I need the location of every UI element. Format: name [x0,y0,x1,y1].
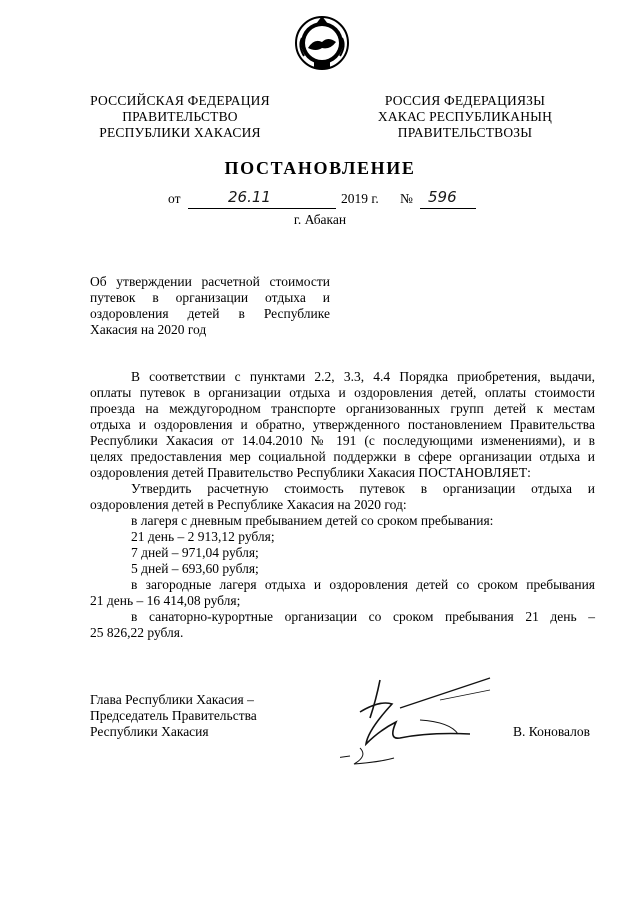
price-item: 5 дней – 693,60 рубля; [131,561,259,576]
header-left-line-2: ПРАВИТЕЛЬСТВО [122,109,238,124]
handwritten-signature [340,660,510,780]
header-right-line-1: РОССИЯ ФЕДЕРАЦИЯЗЫ [384,93,546,108]
body-line: Республики Хакасия от 14.04.2010 № 191 (с последующими изменениями), и в [90,433,595,448]
body-line: Утвердить расчетную стоимость путевок в организации отдыха и [131,481,595,496]
body-line: В соответствии с пунктами 2.2, 3.3, 4.4 Порядка приобретения, выдачи, [131,369,595,384]
price-item: 7 дней – 971,04 рубля; [131,545,259,560]
header-right-line-3: ПРАВИТЕЛЬСТВОЗЫ [397,125,533,140]
body-line: оплаты путевок в организации отдыха и оздоровления детей, оплаты стоимости [90,385,595,400]
date-handwritten: 26.11 [228,188,271,206]
body-line: в загородные лагеря отдыха и оздоровления детей со сроком пребывания [131,577,595,592]
body-line: отдыха и оздоровления и обратно, утвержденного постановлением Правительства [90,417,595,432]
body-line: оздоровления детей в Республике Хакасия на 2020 год: [90,497,407,512]
signatory-position-line: Глава Республики Хакасия – [90,692,254,707]
signatory-position-line: Председатель Правительства [90,708,257,723]
body-paragraph-1 [90,369,595,481]
header-left-line-3: РЕСПУБЛИКИ ХАКАСИЯ [99,125,261,140]
coat-of-arms-emblem [294,12,350,72]
number-sign: № [400,191,413,206]
signatory-position-line: Республики Хакасия [90,724,209,739]
date-prefix: от [168,191,181,206]
date-line [168,188,488,211]
header-left [60,93,300,141]
year-text: 2019 г. [341,191,379,206]
header-right-line-2: ХАКАС РЕСПУБЛИКАНЫҢ [377,109,553,124]
header-right [345,93,585,141]
city: г. Абакан [293,212,347,227]
subject-line: путевок в организации отдыха и [90,290,330,305]
body-line: оздоровления детей Правительство Республики Хакасия ПОСТАНОВЛЯЕТ: [90,465,531,480]
subject-line: Хакасия на 2020 год [90,322,207,337]
document-title: ПОСТАНОВЛЕНИЕ [224,158,416,178]
body-line: в санаторно-курортные организации со сроком пребывания 21 день – [131,609,595,624]
signatory-name: В. Коновалов [513,724,590,739]
body-line: в лагеря с дневным пребыванием детей со сроком пребывания: [131,513,494,528]
body-paragraph-2 [90,481,595,641]
price-item: 21 день – 2 913,12 рубля; [131,529,275,544]
subject-line: оздоровления детей в Республике [90,306,330,321]
subject-line: Об утверждении расчетной стоимости [90,274,330,289]
price-item: 21 день – 16 414,08 рубля; [90,593,241,608]
body-line: целях предоставления мер социальной поддержки в сфере организации отдыха и [90,449,595,464]
subject-block [90,274,330,338]
body-line: проезда на междугородном транспорте организованных групп детей к местам [90,401,595,416]
price-item: 25 826,22 рубля. [90,625,184,640]
header-left-line-1: РОССИЙСКАЯ ФЕДЕРАЦИЯ [90,93,270,108]
number-handwritten: 596 [428,188,457,206]
signatory-position [90,692,350,740]
